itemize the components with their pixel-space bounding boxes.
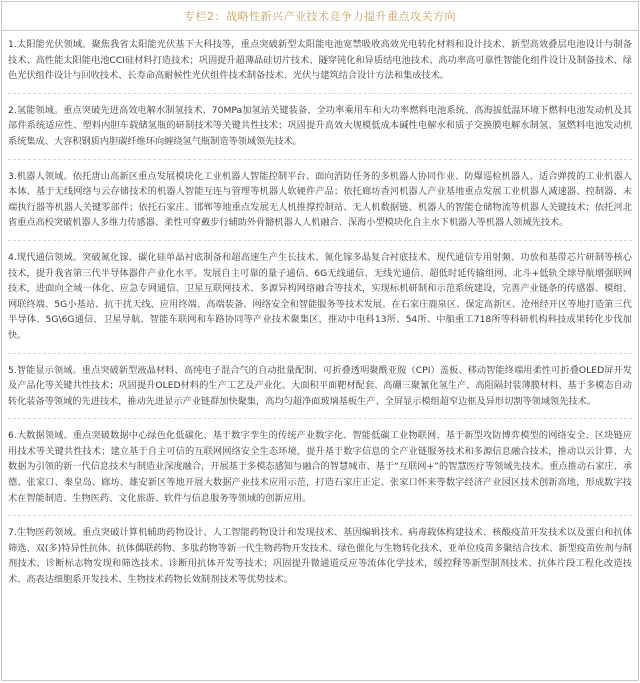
divider [8, 353, 632, 354]
item-biomedicine: 7.生物医药领域。重点突破计算机辅助药物设计、人工智能药物设计和发现技术、基因编辑技术、病毒载体构建技术、核酸疫苗开发技术以及蛋白和抗体筛选、双(多)特异性抗体、抗体偶联药物、多肽药物等新一代生物药物开发技术、绿色催化与生物转化技术、亚单位疫苗多聚结合技术、新型疫苗佐剂与制剂技术、诊断标志物发现和筛选技术、诊断用抗体开发等技术；巩固提升微通道反应等流体化学技术，缓控释等新型制剂技术、抗体片段工程化改造技术、高表达细胞系开发技术、生物技术药物长效制剂技术等优势技术。 [8, 527, 632, 586]
item-smart-display: 5.智能显示领域。重点突破新型液晶材料、高纯电子混合气的自动批量配制、可折叠透明聚酰亚胺（CPI）盖板、移动智能终端用柔性可折叠OLED屏开发及产品化等关键共性技术；巩固提升OLED材料的生产工艺及产业化、大面积平面靶材配套、高硼三聚氰化氢生产、高阻隔封装薄膜材料、基于多模态自动转化装备等领域的先进技术，推动先进显示产业链群加快聚集，高均匀超净面玻璃基板生产、全屏显示模组超窄边框及异形切割等领域领先技术。 [8, 364, 632, 407]
item-robotics: 3.机器人领域。依托唐山高新区重点发展模块化工业机器人智能控制平台、面向消防任务的多机器人协同作业、防爆巡检机器人、适合弹拨的工业机器人本体、基于无线网络与云存储技术的机器人智能互连与管理等机器人软硬件产品；依托廊坊香河机器人产业基地重点发展工业机器人减速器、控制器、末端执行器等机器人关键零部件；依托石家庄、邯郸等地重点发展无人机推撑控制站、无人机数据链、机器人的智能仓储物流等机器人关键技术；依托河北省重点高校突破机器人多维力传感器、柔性可穿戴步行辅助外骨骼机器人人机融合、深海小型模块化自主水下机器人等机器人领域先技术。 [8, 170, 632, 229]
column-title: 专栏2：战略性新兴产业技术竞争力提升重点攻关方向 [184, 10, 456, 23]
divider [8, 418, 632, 419]
item-communications: 4.现代通信领域。突破氮化镓、碳化硅单晶衬底制备和超高速生产生长技术、氮化镓多晶复合衬底技术、现代通信专用射频、功放和基带芯片研制等核心技术，提升我省第三代半导体器件产业化水平。发展自主可靠的量子通信、6G无线通信、无线光通信、超低时延传输组网、北斗+低轨全球导航增强联网技术，进面向全域一体化、应急专网通信、卫星互联网技术、多源异构网络融合等技术，实现标机研制和示范系统建设，完善产业链条的传感器、模组、网联终端、5G小基站、抗干扰天线、应用终端、高端装备、网络安全和智能服务等技术发展。在石家庄鹿泉区、保定高新区、沧州经开区等地打造第三代半导体、5G\6G通信、卫星导航、智能车联网和车路协同等产业技术聚集区，推动中电科13所、54所、中船重工718所等科研机构科技成果转化步伐加快。 [8, 251, 632, 341]
item-solar-pv: 1.太阳能光伏领域。聚焦我省太阳能光伏基下大科技等，重点突破新型太阳能电池宽禁吸收高效光电转化材料和设计技术、新型高效叠层电池设计与制备技术、高性能太阳能电池CCI硅材料打造技术；巩固提升超薄晶硅切片技术、隧穿钝化和异质结电池技术、高功率高可靠性智能化组件设计及制备技术、绿色光伏组件设计与回收技术、长寿命高耐候性光伏组件技术制备技术、光伏与建筑结合设计方法和集成技术。 [8, 39, 632, 82]
divider [8, 240, 632, 241]
divider [8, 93, 632, 94]
column-header [2, 2, 638, 31]
item-big-data: 6.大数据领域。重点突破数据中心绿色化低碳化、基于数字孪生的传统产业数字化、智能低碳工业物联网、基于新型攻防博弈模型的网络安全、区块链应用技术等关键共性技术；建立基于自主可信的互联网网络安全生态环境，提升基于数字信息的全产业链服务技术和多源信息融合技术，推动以云计算、大数据为引领的新一代信息技术与制造业深度融合，开展基于多模态感知与融合的智慧城市、基于“互联网+”的智慧医疗等领域先技术。重点推动石家庄、承德、张家口、秦皇岛、廊坊、雄安新区等地开展大数据产业技术应用示范，打造石家庄正定、张家口怀来等数字经济产业园区技术创新高地，形成数字技术在智能制造、生物医药、文化旅游、软件与信息服务等领域的创新应用。 [8, 430, 632, 504]
divider [8, 515, 632, 516]
divider [8, 159, 632, 160]
item-hydrogen: 2.氢能领域。重点突破先进高效电解水制氢技术、70MPa加氢站关键装备、全功率乘用车和大功率燃料电池系统、高海拔低温环境下燃料电池发动机及其部件系统适应性、塑料内胆车载储氢瓶的研制技术等关键共性技术；巩固提升高效大规模低成本碱性电解水和质子交换膜电解水制氢、氢燃料电池发动机系统集成、大容积钢质内胆碳纤维环向缠绕氢气瓶制造等领域领先技术。 [8, 104, 632, 147]
column-body [2, 31, 638, 588]
column-box [1, 1, 639, 681]
